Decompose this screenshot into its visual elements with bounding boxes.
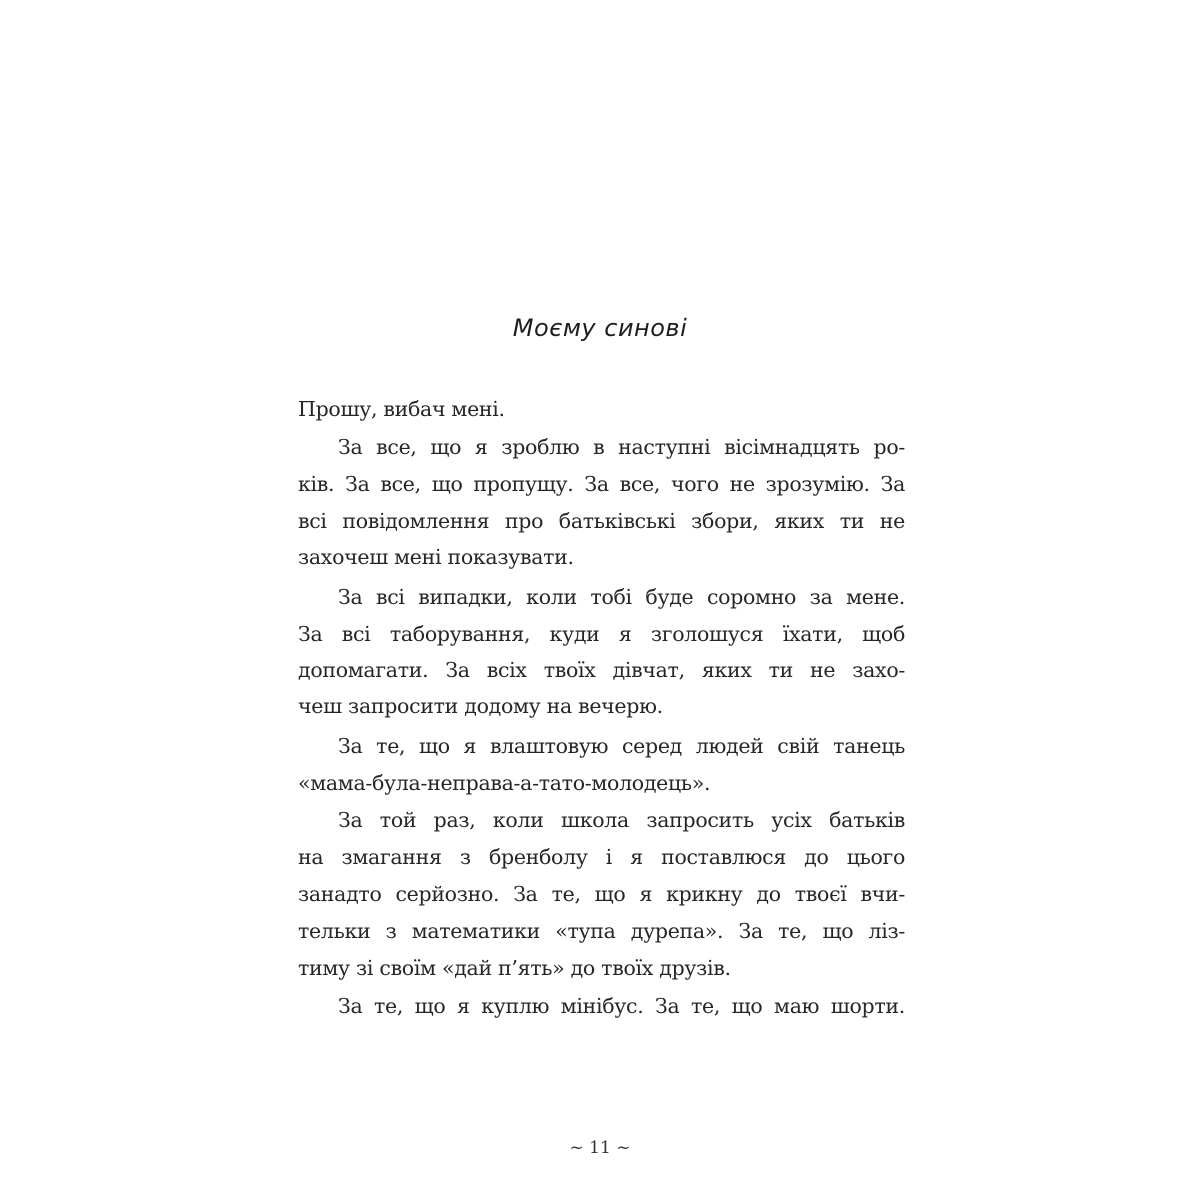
text-line: захочеш мені показувати. [298,545,574,569]
text-line: чеш запросити додому на вечерю. [298,694,663,718]
text-line: занадто серйозно. За те, що я крикну до твоєї вчи- [298,882,905,906]
text-line: на змагання з бренболу і я поставлюся до цього [298,845,905,869]
text-line: тиму зі своїм «дай п’ять» до твоїх друзів. [298,956,731,980]
text-line: За той раз, коли школа запросить усіх батьків [338,808,905,832]
text-line: За всі таборування, куди я зголошуся їхати, щоб [298,622,905,646]
text-line: ків. За все, що пропущу. За все, чого не зрозумію. За [298,472,905,496]
text-line: За все, що я зроблю в наступні вісімнадцять ро- [338,435,905,459]
page-number: ~ 11 ~ [569,1138,631,1158]
text-line: «мама-була-неправа-а-тато-молодець». [298,771,711,795]
text-line: За те, що я влаштовую серед людей свій танець [338,734,905,758]
dedication-heading: Моєму синові [512,314,688,342]
text-line: всі повідомлення про батьківські збори, яких ти не [298,509,905,533]
text-line: тельки з математики «тупа дурепа». За те, що ліз- [298,919,905,943]
text-line: За всі випадки, коли тобі буде соромно за мене. [338,585,905,609]
text-line: допомагати. За всіх твоїх дівчат, яких ти не захо- [298,658,905,682]
text-line: За те, що я куплю мінібус. За те, що маю шорти. [338,994,905,1018]
text-line: Прошу, вибач мені. [298,397,505,421]
